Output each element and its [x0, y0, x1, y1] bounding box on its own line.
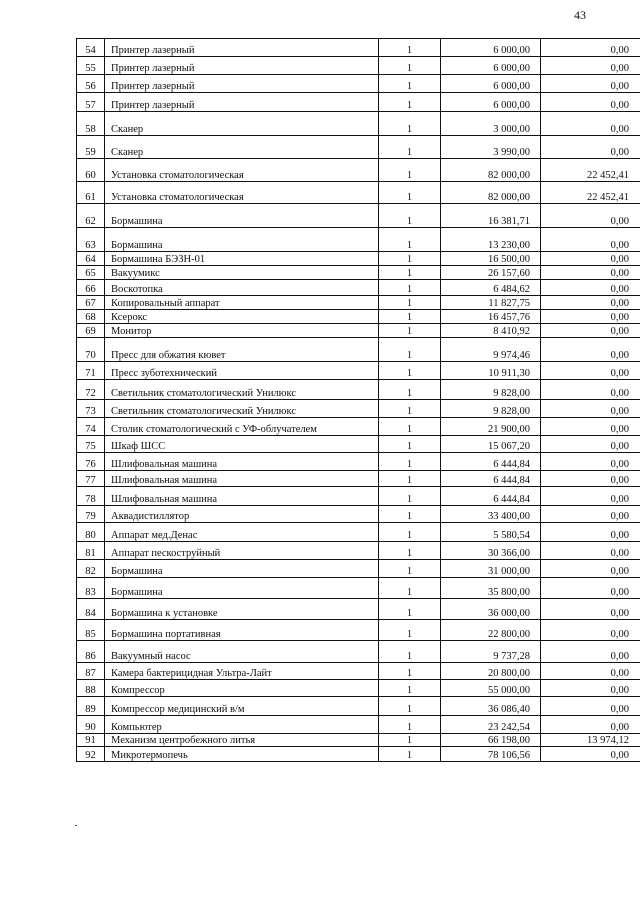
residual-value-cell: 0,00	[541, 136, 640, 159]
item-name-cell: Сканер	[105, 136, 379, 159]
item-name-cell: Бормашина	[105, 204, 379, 228]
book-value-cell: 6 000,00	[441, 39, 541, 57]
table-row	[77, 487, 640, 506]
residual-value-cell: 0,00	[541, 338, 640, 362]
residual-value-cell: 22 452,41	[541, 159, 640, 182]
quantity-cell: 1	[379, 266, 441, 280]
quantity-cell: 1	[379, 620, 441, 641]
table-row	[77, 57, 640, 75]
residual-value-cell: 13 974,12	[541, 734, 640, 747]
table-row	[77, 436, 640, 453]
row-number-cell: 60	[77, 159, 105, 182]
table-row	[77, 112, 640, 136]
quantity-cell: 1	[379, 296, 441, 310]
quantity-cell: 1	[379, 57, 441, 75]
item-name-cell: Компрессор медицинский в/м	[105, 697, 379, 716]
quantity-cell: 1	[379, 599, 441, 620]
item-name-cell: Светильник стоматологический Унилюкс	[105, 400, 379, 418]
row-number-cell: 65	[77, 266, 105, 280]
table-row	[77, 182, 640, 204]
quantity-cell: 1	[379, 159, 441, 182]
item-name-cell: Бормашина к установке	[105, 599, 379, 620]
item-name-cell: Установка стоматологическая	[105, 159, 379, 182]
item-name-cell: Сканер	[105, 112, 379, 136]
row-number-cell: 64	[77, 252, 105, 266]
residual-value-cell: 0,00	[541, 560, 640, 578]
book-value-cell: 31 000,00	[441, 560, 541, 578]
table-row	[77, 228, 640, 252]
quantity-cell: 1	[379, 487, 441, 506]
table-row	[77, 641, 640, 663]
row-number-cell: 59	[77, 136, 105, 159]
table-row	[77, 310, 640, 324]
page-number: 43	[574, 8, 586, 22]
book-value-cell: 9 828,00	[441, 380, 541, 400]
residual-value-cell: 0,00	[541, 747, 640, 762]
residual-value-cell: 0,00	[541, 252, 640, 266]
table-row	[77, 697, 640, 716]
table-row	[77, 663, 640, 680]
quantity-cell: 1	[379, 93, 441, 112]
quantity-cell: 1	[379, 362, 441, 380]
residual-value-cell: 0,00	[541, 599, 640, 620]
book-value-cell: 6 444,84	[441, 453, 541, 471]
quantity-cell: 1	[379, 338, 441, 362]
quantity-cell: 1	[379, 471, 441, 487]
row-number-cell: 71	[77, 362, 105, 380]
book-value-cell: 55 000,00	[441, 680, 541, 697]
quantity-cell: 1	[379, 400, 441, 418]
residual-value-cell: 0,00	[541, 266, 640, 280]
quantity-cell: 1	[379, 641, 441, 663]
residual-value-cell: 0,00	[541, 716, 640, 734]
row-number-cell: 66	[77, 280, 105, 296]
table-row	[77, 523, 640, 542]
row-number-cell: 91	[77, 734, 105, 747]
book-value-cell: 3 990,00	[441, 136, 541, 159]
residual-value-cell: 0,00	[541, 578, 640, 599]
table-row	[77, 266, 640, 280]
book-value-cell: 6 444,84	[441, 471, 541, 487]
item-name-cell: Вакуумикс	[105, 266, 379, 280]
residual-value-cell: 0,00	[541, 523, 640, 542]
table-row	[77, 453, 640, 471]
row-number-cell: 58	[77, 112, 105, 136]
item-name-cell: Пресс для обжатия кювет	[105, 338, 379, 362]
row-number-cell: 83	[77, 578, 105, 599]
residual-value-cell: 0,00	[541, 471, 640, 487]
book-value-cell: 66 198,00	[441, 734, 541, 747]
table-row	[77, 471, 640, 487]
residual-value-cell: 0,00	[541, 697, 640, 716]
book-value-cell: 36 086,40	[441, 697, 541, 716]
row-number-cell: 55	[77, 57, 105, 75]
book-value-cell: 21 900,00	[441, 418, 541, 436]
residual-value-cell: 0,00	[541, 75, 640, 93]
item-name-cell: Шлифовальная машина	[105, 453, 379, 471]
table-row	[77, 620, 640, 641]
item-name-cell: Столик стоматологический с УФ-облучателем	[105, 418, 379, 436]
quantity-cell: 1	[379, 747, 441, 762]
row-number-cell: 81	[77, 542, 105, 560]
book-value-cell: 3 000,00	[441, 112, 541, 136]
quantity-cell: 1	[379, 380, 441, 400]
item-name-cell: Принтер лазерный	[105, 39, 379, 57]
item-name-cell: Пресс зуботехнический	[105, 362, 379, 380]
item-name-cell: Принтер лазерный	[105, 75, 379, 93]
quantity-cell: 1	[379, 136, 441, 159]
item-name-cell: Бормашина	[105, 228, 379, 252]
item-name-cell: Бормашина	[105, 578, 379, 599]
book-value-cell: 20 800,00	[441, 663, 541, 680]
item-name-cell: Вакуумный насос	[105, 641, 379, 663]
quantity-cell: 1	[379, 204, 441, 228]
residual-value-cell: 0,00	[541, 380, 640, 400]
row-number-cell: 88	[77, 680, 105, 697]
book-value-cell: 23 242,54	[441, 716, 541, 734]
row-number-cell: 62	[77, 204, 105, 228]
item-name-cell: Аппарат пескоструйный	[105, 542, 379, 560]
quantity-cell: 1	[379, 324, 441, 338]
residual-value-cell: 0,00	[541, 542, 640, 560]
book-value-cell: 16 381,71	[441, 204, 541, 228]
table-row	[77, 159, 640, 182]
table-row	[77, 136, 640, 159]
item-name-cell: Компьютер	[105, 716, 379, 734]
book-value-cell: 15 067,20	[441, 436, 541, 453]
table-row	[77, 680, 640, 697]
row-number-cell: 69	[77, 324, 105, 338]
residual-value-cell: 0,00	[541, 324, 640, 338]
book-value-cell: 82 000,00	[441, 182, 541, 204]
book-value-cell: 13 230,00	[441, 228, 541, 252]
row-number-cell: 82	[77, 560, 105, 578]
quantity-cell: 1	[379, 182, 441, 204]
row-number-cell: 68	[77, 310, 105, 324]
table-row	[77, 380, 640, 400]
row-number-cell: 67	[77, 296, 105, 310]
book-value-cell: 6 000,00	[441, 75, 541, 93]
item-name-cell: Бормашина БЭЗН-01	[105, 252, 379, 266]
row-number-cell: 78	[77, 487, 105, 506]
book-value-cell: 35 800,00	[441, 578, 541, 599]
item-name-cell: Принтер лазерный	[105, 57, 379, 75]
row-number-cell: 72	[77, 380, 105, 400]
table-row	[77, 338, 640, 362]
quantity-cell: 1	[379, 506, 441, 523]
residual-value-cell: 0,00	[541, 57, 640, 75]
table-row	[77, 560, 640, 578]
table-row	[77, 296, 640, 310]
table-row	[77, 716, 640, 734]
row-number-cell: 90	[77, 716, 105, 734]
row-number-cell: 79	[77, 506, 105, 523]
book-value-cell: 8 410,92	[441, 324, 541, 338]
row-number-cell: 85	[77, 620, 105, 641]
quantity-cell: 1	[379, 716, 441, 734]
table-row	[77, 252, 640, 266]
row-number-cell: 57	[77, 93, 105, 112]
residual-value-cell: 0,00	[541, 641, 640, 663]
item-name-cell: Шлифовальная машина	[105, 471, 379, 487]
quantity-cell: 1	[379, 578, 441, 599]
residual-value-cell: 0,00	[541, 620, 640, 641]
table-row	[77, 324, 640, 338]
table-row	[77, 362, 640, 380]
residual-value-cell: 0,00	[541, 400, 640, 418]
item-name-cell: Бормашина	[105, 560, 379, 578]
table-row	[77, 204, 640, 228]
residual-value-cell: 0,00	[541, 112, 640, 136]
book-value-cell: 36 000,00	[441, 599, 541, 620]
table-row	[77, 418, 640, 436]
row-number-cell: 87	[77, 663, 105, 680]
residual-value-cell: 0,00	[541, 453, 640, 471]
residual-value-cell: 0,00	[541, 310, 640, 324]
quantity-cell: 1	[379, 280, 441, 296]
book-value-cell: 82 000,00	[441, 159, 541, 182]
row-number-cell: 54	[77, 39, 105, 57]
book-value-cell: 9 828,00	[441, 400, 541, 418]
item-name-cell: Установка стоматологическая	[105, 182, 379, 204]
quantity-cell: 1	[379, 453, 441, 471]
quantity-cell: 1	[379, 734, 441, 747]
quantity-cell: 1	[379, 560, 441, 578]
item-name-cell: Светильник стоматологический Унилюкс	[105, 380, 379, 400]
book-value-cell: 9 737,28	[441, 641, 541, 663]
item-name-cell: Шкаф ШСС	[105, 436, 379, 453]
book-value-cell: 30 366,00	[441, 542, 541, 560]
table-row	[77, 734, 640, 747]
residual-value-cell: 0,00	[541, 362, 640, 380]
book-value-cell: 26 157,60	[441, 266, 541, 280]
book-value-cell: 11 827,75	[441, 296, 541, 310]
quantity-cell: 1	[379, 310, 441, 324]
item-name-cell: Микротермопечь	[105, 747, 379, 762]
row-number-cell: 92	[77, 747, 105, 762]
residual-value-cell: 0,00	[541, 296, 640, 310]
item-name-cell: Принтер лазерный	[105, 93, 379, 112]
residual-value-cell: 0,00	[541, 228, 640, 252]
inventory-table	[76, 38, 640, 762]
quantity-cell: 1	[379, 680, 441, 697]
inventory-table-body	[77, 39, 640, 762]
item-name-cell: Камера бактерицидная Ультра-Лайт	[105, 663, 379, 680]
table-row	[77, 599, 640, 620]
residual-value-cell: 22 452,41	[541, 182, 640, 204]
book-value-cell: 6 444,84	[441, 487, 541, 506]
book-value-cell: 33 400,00	[441, 506, 541, 523]
residual-value-cell: 0,00	[541, 39, 640, 57]
scan-speck	[75, 825, 77, 826]
quantity-cell: 1	[379, 75, 441, 93]
residual-value-cell: 0,00	[541, 436, 640, 453]
item-name-cell: Копировальный аппарат	[105, 296, 379, 310]
book-value-cell: 5 580,54	[441, 523, 541, 542]
book-value-cell: 6 000,00	[441, 57, 541, 75]
row-number-cell: 70	[77, 338, 105, 362]
row-number-cell: 84	[77, 599, 105, 620]
table-row	[77, 75, 640, 93]
book-value-cell: 16 500,00	[441, 252, 541, 266]
item-name-cell: Аппарат мед.Денас	[105, 523, 379, 542]
table-row	[77, 280, 640, 296]
row-number-cell: 89	[77, 697, 105, 716]
residual-value-cell: 0,00	[541, 204, 640, 228]
row-number-cell: 73	[77, 400, 105, 418]
item-name-cell: Бормашина портативная	[105, 620, 379, 641]
book-value-cell: 6 484,62	[441, 280, 541, 296]
table-row	[77, 578, 640, 599]
residual-value-cell: 0,00	[541, 506, 640, 523]
item-name-cell: Аквадистиллятор	[105, 506, 379, 523]
table-row	[77, 39, 640, 57]
row-number-cell: 76	[77, 453, 105, 471]
quantity-cell: 1	[379, 436, 441, 453]
quantity-cell: 1	[379, 523, 441, 542]
item-name-cell: Монитор	[105, 324, 379, 338]
book-value-cell: 16 457,76	[441, 310, 541, 324]
row-number-cell: 61	[77, 182, 105, 204]
table-row	[77, 400, 640, 418]
quantity-cell: 1	[379, 39, 441, 57]
item-name-cell: Механизм центробежного литья	[105, 734, 379, 747]
table-row	[77, 747, 640, 762]
item-name-cell: Воскотопка	[105, 280, 379, 296]
quantity-cell: 1	[379, 228, 441, 252]
item-name-cell: Ксерокс	[105, 310, 379, 324]
residual-value-cell: 0,00	[541, 93, 640, 112]
residual-value-cell: 0,00	[541, 280, 640, 296]
table-row	[77, 93, 640, 112]
quantity-cell: 1	[379, 418, 441, 436]
quantity-cell: 1	[379, 663, 441, 680]
row-number-cell: 74	[77, 418, 105, 436]
residual-value-cell: 0,00	[541, 418, 640, 436]
row-number-cell: 86	[77, 641, 105, 663]
table-row	[77, 542, 640, 560]
item-name-cell: Шлифовальная машина	[105, 487, 379, 506]
row-number-cell: 56	[77, 75, 105, 93]
residual-value-cell: 0,00	[541, 663, 640, 680]
row-number-cell: 75	[77, 436, 105, 453]
book-value-cell: 10 911,30	[441, 362, 541, 380]
table-row	[77, 506, 640, 523]
quantity-cell: 1	[379, 697, 441, 716]
book-value-cell: 78 106,56	[441, 747, 541, 762]
residual-value-cell: 0,00	[541, 680, 640, 697]
item-name-cell: Компрессор	[105, 680, 379, 697]
row-number-cell: 80	[77, 523, 105, 542]
quantity-cell: 1	[379, 252, 441, 266]
book-value-cell: 6 000,00	[441, 93, 541, 112]
row-number-cell: 63	[77, 228, 105, 252]
quantity-cell: 1	[379, 112, 441, 136]
residual-value-cell: 0,00	[541, 487, 640, 506]
quantity-cell: 1	[379, 542, 441, 560]
book-value-cell: 22 800,00	[441, 620, 541, 641]
book-value-cell: 9 974,46	[441, 338, 541, 362]
row-number-cell: 77	[77, 471, 105, 487]
